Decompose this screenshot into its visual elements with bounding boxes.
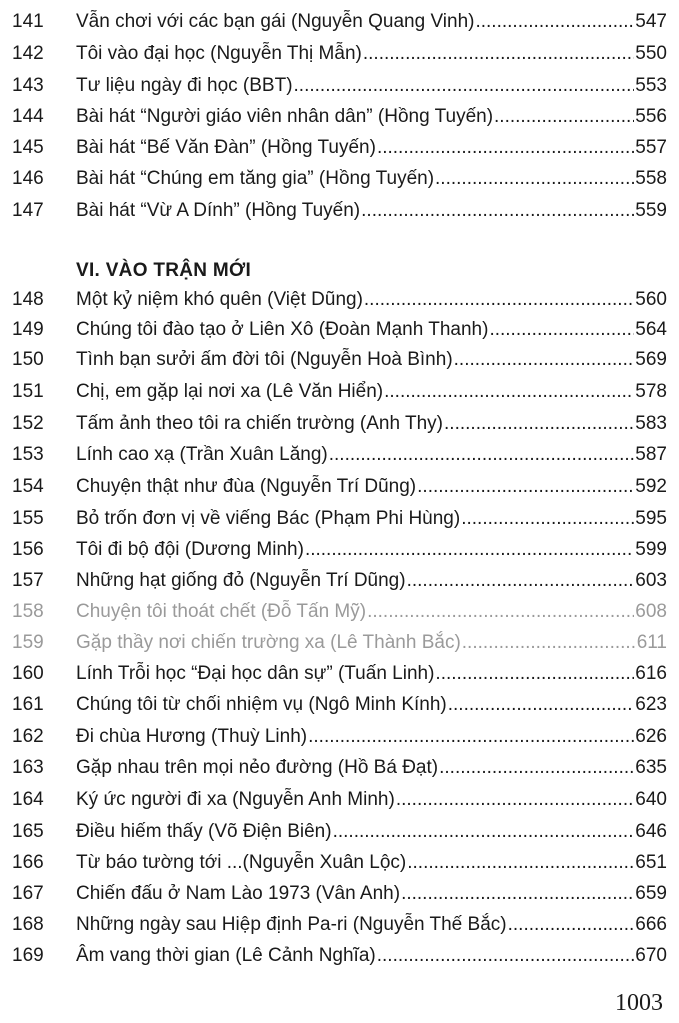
entry-page: 603 (635, 570, 667, 591)
dot-leader (364, 285, 634, 315)
entry-title: Bài hát “Bế Văn Đàn” (Hồng Tuyến) (76, 137, 376, 158)
toc-entry (0, 472, 679, 502)
entry-number: 169 (12, 945, 44, 966)
entry-number: 141 (12, 11, 44, 32)
dot-leader (367, 597, 634, 627)
dot-leader (305, 535, 634, 565)
entry-number: 164 (12, 789, 44, 810)
entry-number: 156 (12, 539, 44, 560)
entry-number: 150 (12, 349, 44, 370)
entry-title: Bài hát “Người giáo viên nhân dân” (Hồng Tuyến) (76, 106, 494, 127)
dot-leader (377, 941, 635, 971)
entry-page: 564 (635, 319, 667, 340)
entry-title: Điều hiếm thấy (Võ Điện Biên) (76, 821, 332, 842)
entry-page: 587 (635, 444, 667, 465)
dot-leader (407, 566, 635, 596)
entry-title: Gặp nhau trên mọi nẻo đường (Hồ Bá Đạt) (76, 757, 439, 778)
entry-page: 557 (635, 137, 667, 158)
toc-entry (0, 315, 679, 345)
entry-title: Chiến đấu ở Nam Lào 1973 (Vân Anh) (76, 883, 401, 904)
dot-leader (417, 472, 634, 502)
page-number: 1003 (615, 990, 663, 1016)
entry-number: 146 (12, 168, 44, 189)
entry-title: Chuyện tôi thoát chết (Đỗ Tấn Mỹ) (76, 601, 367, 622)
toc-entry (0, 345, 679, 375)
entry-page: 583 (635, 413, 667, 434)
dot-leader (363, 39, 634, 69)
entry-title: Chúng tôi từ chối nhiệm vụ (Ngô Minh Kính) (76, 694, 447, 715)
entry-title: Từ báo tường tới ...(Nguyễn Xuân Lộc) (76, 852, 407, 873)
entry-page: 559 (635, 200, 667, 221)
entry-title: Tư liệu ngày đi học (BBT) (76, 75, 293, 96)
entry-page: 616 (635, 663, 667, 684)
toc-entry (0, 879, 679, 909)
entry-number: 147 (12, 200, 44, 221)
dot-leader (444, 409, 634, 439)
entry-title: Tôi vào đại học (Nguyễn Thị Mẫn) (76, 43, 362, 64)
entry-page: 550 (635, 43, 667, 64)
dot-leader (508, 910, 635, 940)
entry-title: Lính Trỗi học “Đại học dân sự” (Tuấn Linh) (76, 663, 435, 684)
entry-number: 151 (12, 381, 44, 402)
entry-number: 153 (12, 444, 44, 465)
entry-page: 592 (635, 476, 667, 497)
entry-number: 166 (12, 852, 44, 873)
toc-entry (0, 659, 679, 689)
entry-number: 145 (12, 137, 44, 158)
entry-page: 623 (635, 694, 667, 715)
toc-entry (0, 409, 679, 439)
entry-title: Vẫn chơi với các bạn gái (Nguyễn Quang Vinh) (76, 11, 475, 32)
entry-page: 659 (635, 883, 667, 904)
section-heading: VI. VÀO TRẬN MỚI (76, 260, 252, 281)
entry-title: Tình bạn sưởi ấm đời tôi (Nguyễn Hoà Bình) (76, 349, 453, 370)
toc-entry (0, 535, 679, 565)
dot-leader (361, 196, 634, 226)
dot-leader (377, 133, 634, 163)
dot-leader (308, 722, 634, 752)
entry-number: 149 (12, 319, 44, 340)
entry-title: Chị, em gặp lại nơi xa (Lê Văn Hiển) (76, 381, 384, 402)
toc-entry (0, 628, 679, 658)
entry-title: Những ngày sau Hiệp định Pa-ri (Nguyễn Thế Bắc) (76, 914, 507, 935)
entry-page: 651 (635, 852, 667, 873)
toc-entry (0, 566, 679, 596)
entry-title: Âm vang thời gian (Lê Cảnh Nghĩa) (76, 945, 376, 966)
dot-leader (461, 504, 634, 534)
entry-number: 168 (12, 914, 44, 935)
toc-entry (0, 817, 679, 847)
toc-entry (0, 848, 679, 878)
entry-number: 159 (12, 632, 44, 653)
entry-number: 160 (12, 663, 44, 684)
toc-entry (0, 753, 679, 783)
entry-page: 599 (635, 539, 667, 560)
entry-number: 161 (12, 694, 44, 715)
entry-page: 646 (635, 821, 667, 842)
entry-page: 553 (635, 75, 667, 96)
entry-page: 635 (635, 757, 667, 778)
entry-page: 640 (635, 789, 667, 810)
entry-page: 670 (635, 945, 667, 966)
entry-number: 162 (12, 726, 44, 747)
entry-page: 578 (635, 381, 667, 402)
dot-leader (396, 785, 634, 815)
entry-page: 611 (636, 632, 667, 653)
entry-page: 560 (635, 289, 667, 310)
toc-entry (0, 71, 679, 101)
toc-entry (0, 910, 679, 940)
dot-leader (401, 879, 634, 909)
entry-page: 547 (635, 11, 667, 32)
dot-leader (329, 440, 635, 470)
dot-leader (435, 164, 634, 194)
entry-number: 158 (12, 601, 44, 622)
dot-leader (294, 71, 635, 101)
dot-leader (489, 315, 634, 345)
entry-title: Lính cao xạ (Trần Xuân Lăng) (76, 444, 328, 465)
entry-page: 556 (635, 106, 667, 127)
toc-entry (0, 785, 679, 815)
entry-number: 155 (12, 508, 44, 529)
toc-entry (0, 440, 679, 470)
entry-number: 167 (12, 883, 44, 904)
entry-title: Những hạt giống đỏ (Nguyễn Trí Dũng) (76, 570, 406, 591)
dot-leader (407, 848, 634, 878)
dot-leader (439, 753, 634, 783)
entry-title: Tôi đi bộ đội (Dương Minh) (76, 539, 304, 560)
dot-leader (435, 659, 634, 689)
toc-entry (0, 102, 679, 132)
toc-entry (0, 504, 679, 534)
toc-entry (0, 196, 679, 226)
dot-leader (475, 7, 634, 37)
entry-title: Ký ức người đi xa (Nguyễn Anh Minh) (76, 789, 395, 810)
dot-leader (384, 377, 634, 407)
toc-entry (0, 39, 679, 69)
dot-leader (448, 690, 635, 720)
toc-entry (0, 722, 679, 752)
toc-entry (0, 941, 679, 971)
entry-title: Chúng tôi đào tạo ở Liên Xô (Đoàn Mạnh Thanh) (76, 319, 489, 340)
entry-title: Một kỷ niệm khó quên (Việt Dũng) (76, 289, 363, 310)
entry-page: 558 (635, 168, 667, 189)
entry-page: 608 (635, 601, 667, 622)
toc-entry (0, 597, 679, 627)
dot-leader (462, 628, 636, 658)
entry-page: 569 (635, 349, 667, 370)
entry-title: Đi chùa Hương (Thuỳ Linh) (76, 726, 308, 747)
entry-number: 142 (12, 43, 44, 64)
toc-entry (0, 285, 679, 315)
toc-entry (0, 164, 679, 194)
entry-number: 148 (12, 289, 44, 310)
toc-entry (0, 7, 679, 37)
toc-entry (0, 690, 679, 720)
entry-page: 626 (635, 726, 667, 747)
entry-number: 152 (12, 413, 44, 434)
dot-leader (333, 817, 635, 847)
entry-number: 157 (12, 570, 44, 591)
entry-number: 144 (12, 106, 44, 127)
toc-entry (0, 133, 679, 163)
entry-number: 165 (12, 821, 44, 842)
toc-entry (0, 377, 679, 407)
entry-title: Bài hát “Chúng em tăng gia” (Hồng Tuyến) (76, 168, 435, 189)
entry-title: Gặp thầy nơi chiến trường xa (Lê Thành Bắc) (76, 632, 461, 653)
dot-leader (494, 102, 634, 132)
entry-title: Chuyện thật như đùa (Nguyễn Trí Dũng) (76, 476, 417, 497)
entry-number: 143 (12, 75, 44, 96)
entry-title: Bài hát “Vừ A Dính” (Hồng Tuyến) (76, 200, 361, 221)
entry-page: 666 (635, 914, 667, 935)
entry-title: Tấm ảnh theo tôi ra chiến trường (Anh Thy) (76, 413, 444, 434)
entry-number: 163 (12, 757, 44, 778)
entry-page: 595 (635, 508, 667, 529)
entry-title: Bỏ trốn đơn vị về viếng Bác (Phạm Phi Hùng) (76, 508, 461, 529)
dot-leader (454, 345, 635, 375)
entry-number: 154 (12, 476, 44, 497)
